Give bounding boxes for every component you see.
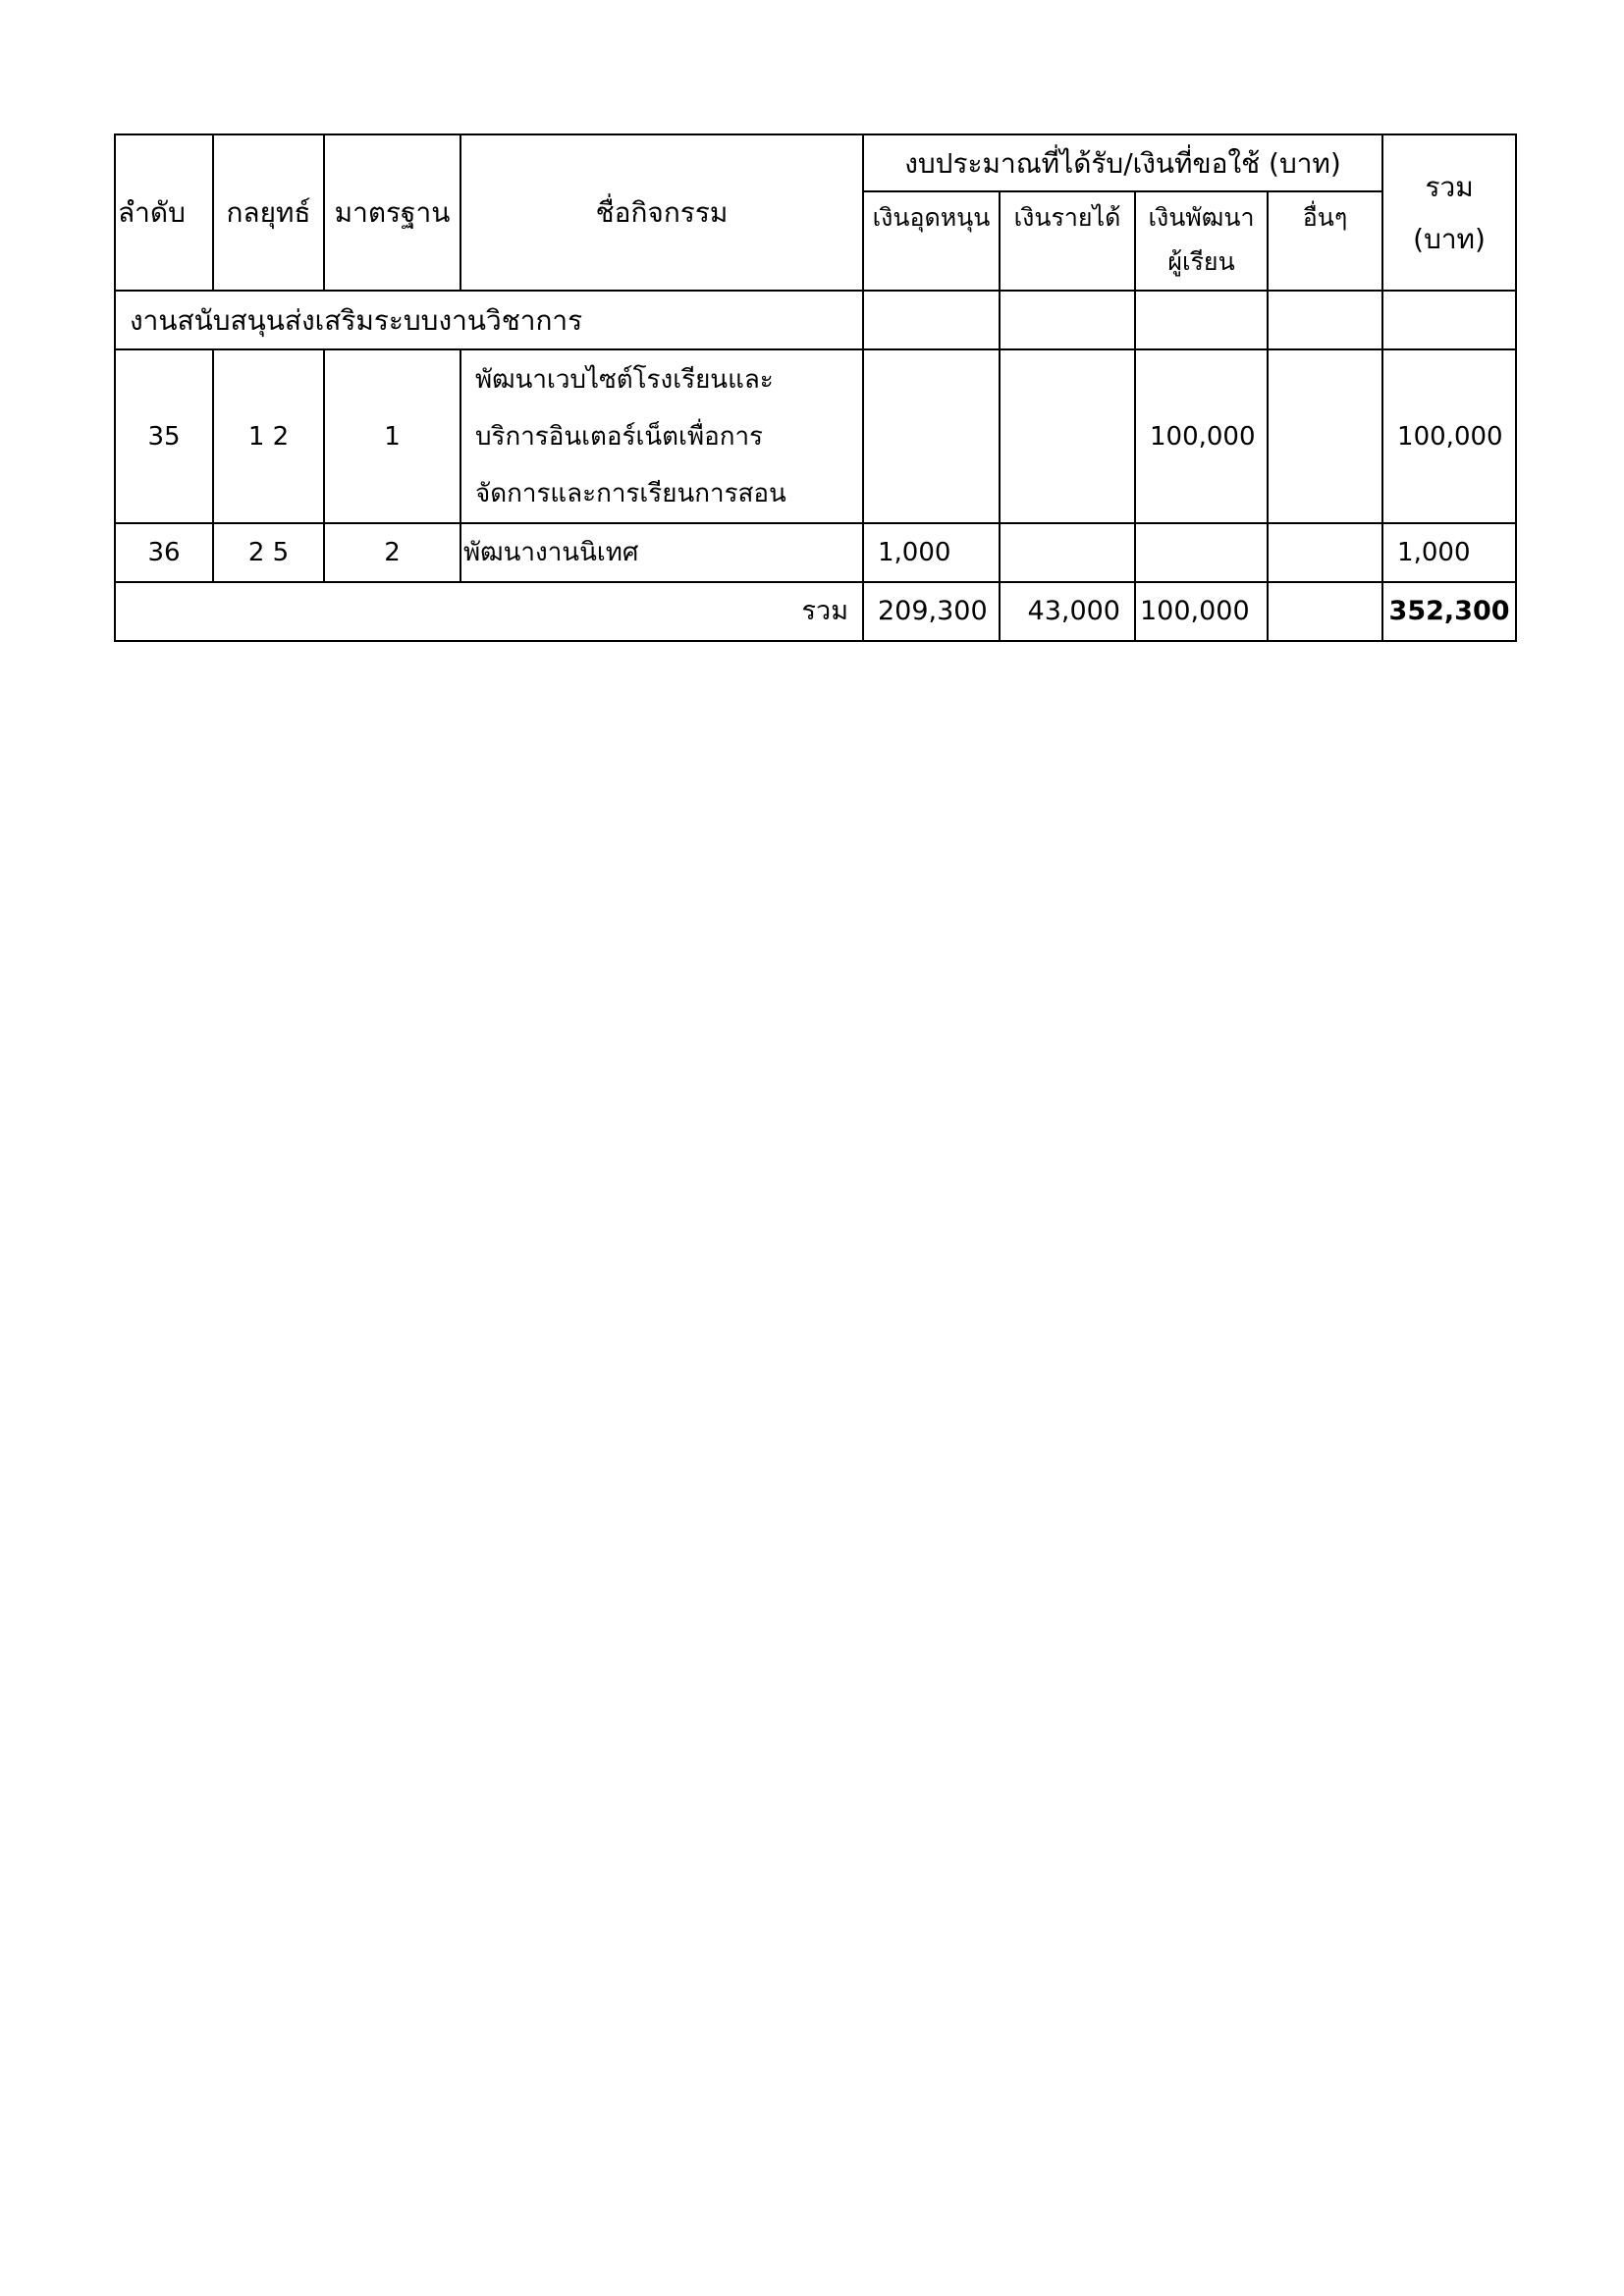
section-empty-cell xyxy=(1382,291,1516,349)
header-learner-dev xyxy=(1135,191,1268,291)
row-total: 1,000 xyxy=(1382,523,1516,582)
header-other: อื่นๆ xyxy=(1268,191,1382,291)
table-header-row xyxy=(115,134,1516,191)
row-subsidy: 1,000 xyxy=(863,523,1000,582)
row-activity xyxy=(460,349,863,523)
activity-line: พัฒนาเวบไซต์โรงเรียนและ xyxy=(475,364,774,395)
header-standard: มาตรฐาน xyxy=(324,134,460,291)
header-learner-dev-line1: เงินพัฒนา xyxy=(1148,203,1255,232)
totals-label: รวม xyxy=(115,582,863,641)
row-strategy: 2 5 xyxy=(213,523,324,582)
row-total: 100,000 xyxy=(1382,349,1516,523)
row-activity: พัฒนางานนิเทศ xyxy=(460,523,863,582)
budget-table xyxy=(114,133,1517,642)
totals-learner-dev: 100,000 xyxy=(1135,582,1268,641)
totals-row xyxy=(115,582,1516,641)
header-total-unit: (บาท) xyxy=(1413,222,1486,255)
table-row xyxy=(115,349,1516,523)
row-learner-dev: 100,000 xyxy=(1135,349,1268,523)
header-order: ลำดับ xyxy=(115,134,213,291)
row-order: 35 xyxy=(115,349,213,523)
row-other xyxy=(1268,349,1382,523)
header-strategy: กลยุทธ์ xyxy=(213,134,324,291)
section-empty-cell xyxy=(863,291,1000,349)
row-income xyxy=(1000,523,1135,582)
totals-grand-total: 352,300 xyxy=(1382,582,1516,641)
row-standard: 2 xyxy=(324,523,460,582)
activity-line: จัดการและการเรียนการสอน xyxy=(475,478,786,508)
section-row xyxy=(115,291,1516,349)
header-subsidy: เงินอุดหนุน xyxy=(863,191,1000,291)
header-total-label: รวม xyxy=(1425,170,1474,203)
row-standard: 1 xyxy=(324,349,460,523)
section-title: งานสนับสนุนส่งเสริมระบบงานวิชาการ xyxy=(115,291,863,349)
row-income xyxy=(1000,349,1135,523)
row-strategy: 1 2 xyxy=(213,349,324,523)
section-empty-cell xyxy=(1135,291,1268,349)
row-order: 36 xyxy=(115,523,213,582)
row-subsidy xyxy=(863,349,1000,523)
totals-other xyxy=(1268,582,1382,641)
row-other xyxy=(1268,523,1382,582)
section-empty-cell xyxy=(1268,291,1382,349)
totals-subsidy: 209,300 xyxy=(863,582,1000,641)
section-empty-cell xyxy=(1000,291,1135,349)
header-activity: ชื่อกิจกรรม xyxy=(460,134,863,291)
header-budget-group: งบประมาณที่ได้รับ/เงินที่ขอใช้ (บาท) xyxy=(863,134,1382,191)
header-learner-dev-line2: ผู้เรียน xyxy=(1167,247,1235,277)
header-income: เงินรายได้ xyxy=(1000,191,1135,291)
table-row xyxy=(115,523,1516,582)
row-learner-dev xyxy=(1135,523,1268,582)
totals-income: 43,000 xyxy=(1000,582,1135,641)
activity-line: บริการอินเตอร์เน็ตเพื่อการ xyxy=(475,421,764,452)
header-total xyxy=(1382,134,1516,291)
